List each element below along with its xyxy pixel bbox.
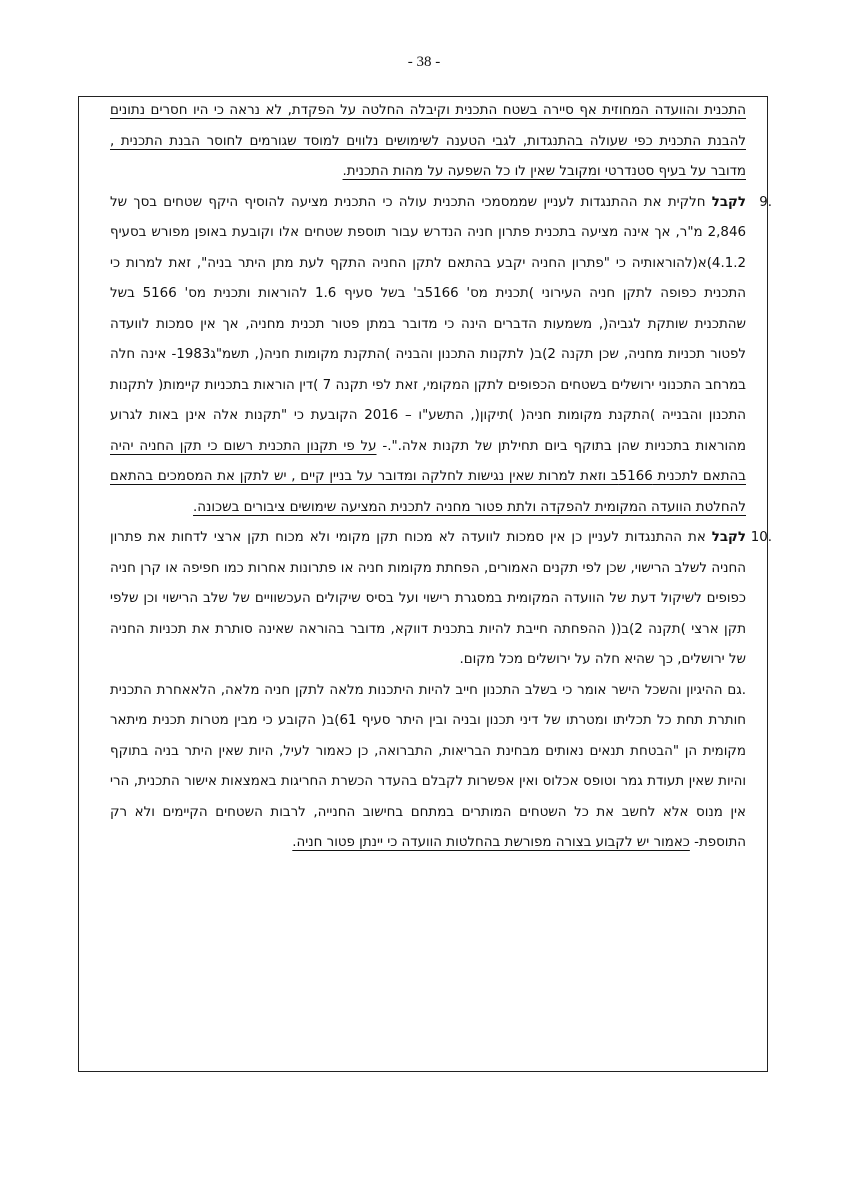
item-9-text: חלקית את ההתנגדות לעניין שממסמכי התכנית עולה כי התכנית מציעה להוסיף היקף שטחים בסך של 2,846 מ"ר, אך אינה מציעה בתכנית פתרון חניה הנדרש עבור תוספת שטחים אלו וקובעת באופן מפורש בסעיף 4.1.2)א(להוראותיה כי "פתרון החניה יקבע בהתאם לתקן החניה התקף לעת מתן היתר בניה", זאת למרות כי התכנית כפופה לתקן חניה העירוני )תכנית מס' 5166ב' בשל סעיף 1.6 להוראות ותכנית מס' 5166 בשל שהתכנית שותקת לגביה(, משמעות הדברים הינה כי מדובר במתן פטור תכנית מחניה, אך אין סמכות לוועדה לפטור תכניות מחניה, שכן תקנה 2)ב( לתקנות התכנון והבניה )התקנת מקומות חניה(, תשמ"ג1983- אינה חלה במרחב התכנוני ירושלים בשטחים הכפופים לתקן המקומי, זאת לפי תקנה 7 )דין הוראות בתכניות קיימות( לתקנות התכנון והבנייה )התקנת מקומות חניה( )תיקון(, התשע"ו – 2016 הקובעת כי "תקנות אלה אינן באות לגרוע מהוראות בתכניות שהן בתוקף ביום תחילתן של תקנות אלה.".- [110, 194, 746, 454]
closing-paragraph [110, 676, 746, 859]
item-9-number: 9. [759, 194, 772, 210]
item-10 [110, 523, 772, 676]
closing-text: .גם ההיגיון והשכל הישר אומר כי בשלב התכנון חייב להיות היתכנות מלאה לתקן חניה מלאה, הלאאחרת התכנית חותרת תחת כל תכליתו ומטרתו של דיני תכנון ובניה ובין היתר סעיף 61)ב( הקובע כי מבין מטרות תכנית מיתאר מקומית הן "הבטחת תנאים נאותים מבחינת הבריאות, התברואה, כן כאמור לעיל, היות שאין היתר בניה בתוקף והיות שאין תעודת גמר וטופס אכלוס ואין אפשרות לקבלם בהעדר הכשרת החריגות באמצאות אישור התכנית, הרי אין מנוס אלא לחשב את כל השטחים המותרים במתחם בחישוב החנייה, לרבות השטחים הקיימים ולא רק התוספת- [110, 682, 746, 850]
item-10-number: 10. [750, 530, 772, 545]
item-9 [110, 188, 772, 524]
closing-underlined: כאמור יש לקבוע בצורה מפורשת בהחלטות הוועדה כי יינתן פטור חניה. [292, 835, 690, 850]
item-9-underlined: על פי תקנון התכנית רשום כי תקן החניה יהיה בהתאם לתכנית 5166ב וזאת למרות שאין נגישות לחלקה ומדובר על בניין קיים , יש לתקן את המסמכים בהתאם להחלטת הוועדה המקומית להפקדה ולתת פטור מחניה לתכנית המציעה שימושים ציבורים בשכונה. [110, 438, 746, 515]
item-9-lead: לקבל [711, 194, 746, 210]
item-10-paragraph [110, 523, 746, 676]
document-body [110, 96, 772, 859]
page-number: - 38 - [407, 54, 441, 70]
intro-paragraph: התכנית והוועדה המחוזית אף סיירה בשטח התכנית וקיבלה החלטה על הפקדת, לא נראה כי היו חסרים נתונים להבנת התכנית כפי שעולה בהתנגדות, לגבי הטענה לשימושים נלווים למוסד שגורמים לחוסר הבנת התכנית , מדובר על בעיף סטנדרטי ומקובל שאין לו כל השפעה על מהות התכנית. [110, 103, 746, 179]
item-10-text: את ההתנגדות לעניין כן אין סמכות לוועדה לא מכוח תקן מקומי ולא מכוח תקן ארצי לדחות את פתרון החניה לשלב הרישוי, שכן לפי תקנים האמורים, הפחתת מקומות חניה או פתרונות אחרות כמו חפיפה או קרן חניה כפופים לשיקול דעת של הוועדה המקומית במסגרת רישוי ועל בסיס שיקולים העכשוויים של שלב הרישוי וכן שלפי תקן ארצי )תקנה 2)ב(( ההפחתה חייבת להיות בתכנית דווקא, מדובר בהוראה שאינה סותרת את תכניות החניה של ירושלים, כך שהיא חלה על ירושלים מכל מקום. [110, 530, 746, 667]
item-10-lead: לקבל [711, 530, 746, 545]
item-9-paragraph [110, 188, 746, 524]
